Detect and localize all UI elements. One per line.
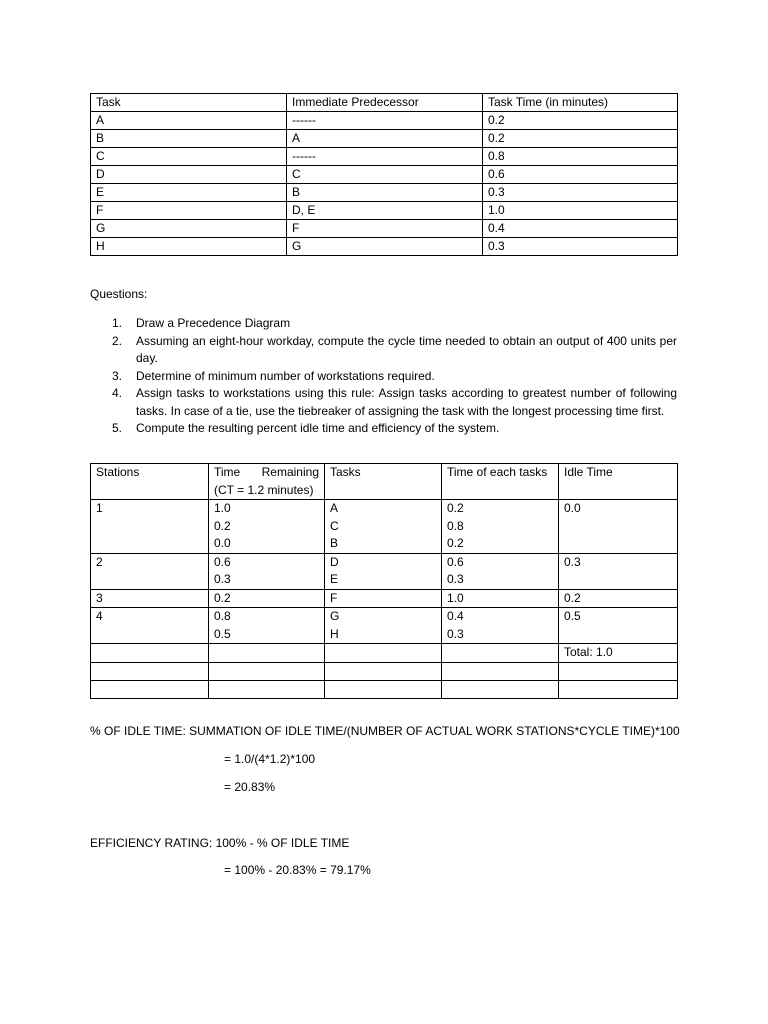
idle-time-formula: % OF IDLE TIME: SUMMATION OF IDLE TIME/(NUMBER OF ACTUAL WORK STATIONS*CYCLE TIME)*100 bbox=[90, 724, 680, 738]
total-row bbox=[91, 644, 678, 663]
table-cell: D, E bbox=[287, 202, 483, 220]
header-cell: Task Time (in minutes) bbox=[483, 94, 678, 112]
questions-heading: Questions: bbox=[90, 287, 148, 301]
question-item bbox=[90, 368, 677, 386]
table-cell: A bbox=[91, 112, 287, 130]
table-cell: G bbox=[287, 238, 483, 256]
table-row bbox=[91, 238, 678, 256]
table-row bbox=[91, 608, 678, 644]
table-cell: D bbox=[91, 166, 287, 184]
remaining-cell bbox=[209, 589, 325, 608]
table-row bbox=[91, 184, 678, 202]
question-text: Assign tasks to workstations using this rule: Assign tasks according to greatest number of following tasks. In case of a tie, use the tiebreaker of assigning the task with the longest processing time first. bbox=[136, 386, 677, 418]
times-cell bbox=[442, 500, 559, 554]
table-cell: G bbox=[91, 220, 287, 238]
table-cell: 0.6 bbox=[483, 166, 678, 184]
value: 1.0 bbox=[447, 590, 464, 605]
table-cell: C bbox=[91, 148, 287, 166]
empty-cell bbox=[442, 644, 559, 663]
value: 1.0 bbox=[214, 501, 231, 515]
idle-cell: 0.3 bbox=[559, 553, 678, 589]
header-word: Remaining bbox=[261, 465, 319, 479]
header-cell: Immediate Predecessor bbox=[287, 94, 483, 112]
questions-list bbox=[90, 315, 677, 438]
empty-cell bbox=[209, 662, 325, 680]
idle-time-result: = 20.83% bbox=[224, 780, 276, 794]
question-number: 1. bbox=[112, 316, 123, 330]
table-cell: 0.2 bbox=[483, 112, 678, 130]
empty-cell bbox=[325, 662, 442, 680]
empty-row bbox=[91, 680, 678, 698]
table-cell: F bbox=[91, 202, 287, 220]
header-word: Time bbox=[214, 465, 241, 479]
value: 0.3 bbox=[447, 626, 464, 641]
table-cell: 0.2 bbox=[483, 130, 678, 148]
value: 0.8 bbox=[447, 518, 464, 533]
tasks-cell bbox=[325, 608, 442, 644]
table-cell: H bbox=[91, 238, 287, 256]
task-table bbox=[90, 93, 678, 256]
table-cell: 1.0 bbox=[483, 202, 678, 220]
question-number: 3. bbox=[112, 368, 123, 383]
table-cell: 0.4 bbox=[483, 220, 678, 238]
table-cell: ------ bbox=[287, 148, 483, 166]
value: 0.4 bbox=[447, 609, 464, 623]
value: G bbox=[330, 609, 340, 623]
table-row bbox=[91, 589, 678, 608]
idle-cell: 0.2 bbox=[559, 589, 678, 608]
header-cell: Time of each tasks bbox=[442, 464, 559, 500]
table-cell: B bbox=[91, 130, 287, 148]
tasks-cell bbox=[325, 553, 442, 589]
station-cell: 2 bbox=[91, 553, 209, 589]
header-cell-time-remaining bbox=[209, 464, 325, 500]
value: D bbox=[330, 554, 339, 569]
question-text: Compute the resulting percent idle time and efficiency of the system. bbox=[136, 421, 500, 435]
header-cell: Stations bbox=[91, 464, 209, 500]
value: 0.2 bbox=[447, 536, 464, 550]
value: H bbox=[330, 626, 339, 641]
value: A bbox=[330, 501, 339, 515]
station-cell: 3 bbox=[91, 589, 209, 608]
cycle-time-note: (CT = 1.2 minutes) bbox=[214, 482, 314, 497]
question-item bbox=[90, 420, 677, 438]
value: F bbox=[330, 590, 338, 605]
question-number: 2. bbox=[112, 333, 123, 348]
empty-cell bbox=[559, 662, 678, 680]
empty-cell bbox=[209, 680, 325, 698]
value: C bbox=[330, 518, 339, 533]
question-item bbox=[90, 385, 677, 420]
empty-cell bbox=[91, 680, 209, 698]
value: 0.8 bbox=[214, 609, 231, 623]
empty-cell bbox=[325, 680, 442, 698]
times-cell bbox=[442, 608, 559, 644]
question-number: 5. bbox=[112, 421, 123, 435]
efficiency-formula: EFFICIENCY RATING: 100% - % OF IDLE TIME bbox=[90, 836, 350, 850]
empty-cell bbox=[442, 680, 559, 698]
question-text: Determine of minimum number of workstations required. bbox=[136, 368, 435, 383]
table-cell: C bbox=[287, 166, 483, 184]
value: 0.2 bbox=[214, 518, 231, 533]
value: 0.3 bbox=[447, 572, 464, 586]
table-cell: ------ bbox=[287, 112, 483, 130]
table-row bbox=[91, 166, 678, 184]
table-row bbox=[91, 220, 678, 238]
table-row bbox=[91, 553, 678, 589]
station-cell: 1 bbox=[91, 500, 209, 554]
table-cell: E bbox=[91, 184, 287, 202]
question-number: 4. bbox=[112, 386, 123, 400]
table-cell: A bbox=[287, 130, 483, 148]
question-text: Assuming an eight-hour workday, compute the cycle time needed to obtain an output of 400 units per day. bbox=[136, 333, 677, 365]
question-item bbox=[90, 315, 677, 333]
empty-cell bbox=[91, 662, 209, 680]
question-text: Draw a Precedence Diagram bbox=[136, 316, 291, 330]
value: B bbox=[330, 536, 339, 550]
table-cell: B bbox=[287, 184, 483, 202]
tasks-cell bbox=[325, 589, 442, 608]
station-cell: 4 bbox=[91, 608, 209, 644]
empty-cell bbox=[442, 662, 559, 680]
empty-cell bbox=[325, 644, 442, 663]
idle-cell: 0.5 bbox=[559, 608, 678, 644]
empty-row bbox=[91, 662, 678, 680]
table-cell: F bbox=[287, 220, 483, 238]
times-cell bbox=[442, 553, 559, 589]
table-cell: 0.3 bbox=[483, 184, 678, 202]
task-table-header bbox=[91, 94, 678, 112]
table-row bbox=[91, 148, 678, 166]
remaining-cell bbox=[209, 553, 325, 589]
header-cell: Idle Time bbox=[559, 464, 678, 500]
table-cell: 0.3 bbox=[483, 238, 678, 256]
remaining-cell bbox=[209, 608, 325, 644]
idle-time-step: = 1.0/(4*1.2)*100 bbox=[224, 752, 316, 766]
table-cell: 0.8 bbox=[483, 148, 678, 166]
table-row bbox=[91, 202, 678, 220]
value: 0.2 bbox=[447, 501, 464, 515]
station-table-header bbox=[91, 464, 678, 500]
question-item bbox=[90, 333, 677, 368]
empty-cell bbox=[91, 644, 209, 663]
empty-cell bbox=[209, 644, 325, 663]
value: E bbox=[330, 572, 339, 586]
header-cell: Tasks bbox=[325, 464, 442, 500]
table-row bbox=[91, 500, 678, 554]
value: 0.5 bbox=[214, 626, 231, 641]
empty-cell bbox=[559, 680, 678, 698]
value: 0.2 bbox=[214, 590, 231, 605]
efficiency-result: = 100% - 20.83% = 79.17% bbox=[224, 863, 371, 877]
tasks-cell bbox=[325, 500, 442, 554]
remaining-cell bbox=[209, 500, 325, 554]
header-cell: Task bbox=[91, 94, 287, 112]
value: 0.0 bbox=[214, 536, 231, 550]
total-idle-cell: Total: 1.0 bbox=[559, 644, 678, 663]
station-table bbox=[90, 463, 678, 699]
value: 0.3 bbox=[214, 572, 231, 586]
idle-cell: 0.0 bbox=[559, 500, 678, 554]
table-row bbox=[91, 112, 678, 130]
times-cell bbox=[442, 589, 559, 608]
value: 0.6 bbox=[214, 554, 231, 569]
table-row bbox=[91, 130, 678, 148]
value: 0.6 bbox=[447, 554, 464, 569]
